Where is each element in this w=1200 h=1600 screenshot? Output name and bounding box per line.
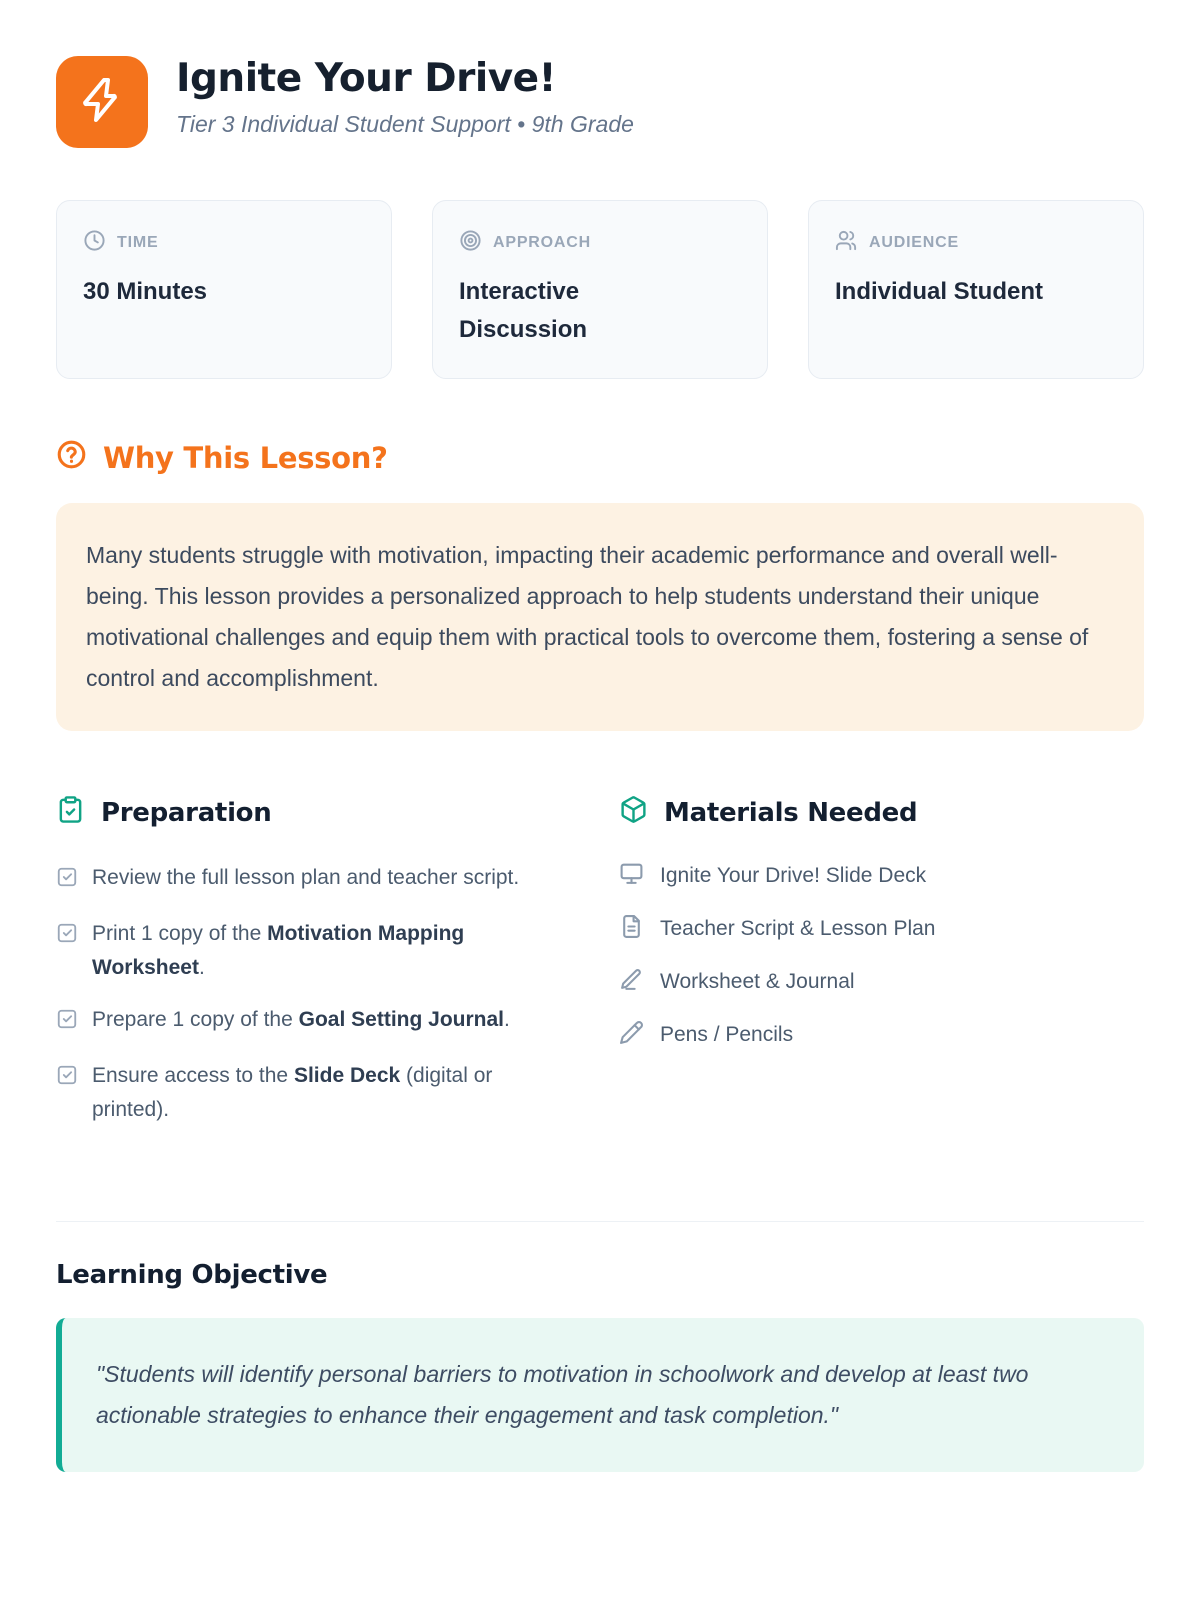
monitor-icon (619, 861, 644, 892)
materials-item-label: Pens / Pencils (660, 1023, 794, 1047)
materials-section (619, 795, 1144, 1145)
audience-card-label: AUDIENCE (869, 234, 959, 251)
materials-item-label: Ignite Your Drive! Slide Deck (660, 864, 927, 888)
prep-materials-columns (56, 795, 1144, 1145)
audience-card-value: Individual Student (835, 278, 1043, 305)
file-text-icon (619, 914, 644, 945)
preparation-heading (56, 795, 561, 831)
materials-item (619, 1020, 1144, 1051)
clipboard-check-icon (56, 795, 85, 831)
materials-item (619, 914, 1144, 945)
preparation-item: Prepare 1 copy of the Goal Setting Journal. (56, 1003, 561, 1041)
objective-section (56, 1260, 1144, 1472)
time-card-value: 30 Minutes (83, 278, 208, 305)
materials-heading-label: Materials Needed (664, 797, 918, 828)
preparation-item: Ensure access to the Slide Deck (digital or printed). (56, 1059, 561, 1127)
preparation-heading-label: Preparation (101, 797, 272, 828)
approach-card-value: Interactive Discussion (459, 278, 588, 344)
why-description-box (56, 503, 1144, 731)
why-section (56, 439, 1144, 731)
preparation-section (56, 795, 561, 1145)
checkbox-icon (56, 917, 78, 955)
clock-icon (83, 229, 106, 257)
pencil-icon (619, 1020, 644, 1051)
why-heading-label: Why This Lesson? (103, 440, 388, 475)
preparation-list (56, 861, 561, 1127)
materials-item-label: Teacher Script & Lesson Plan (660, 917, 936, 941)
audience-card (808, 200, 1144, 379)
time-card (56, 200, 392, 379)
target-icon (459, 229, 482, 257)
lightning-icon (78, 76, 126, 129)
header-text (176, 56, 634, 138)
page-title: Ignite Your Drive! (176, 56, 556, 101)
users-icon (835, 229, 858, 257)
preparation-item: Print 1 copy of the Motivation Mapping Worksheet. (56, 917, 561, 985)
time-card-label: TIME (117, 234, 159, 251)
materials-item-label: Worksheet & Journal (660, 970, 855, 994)
why-description-text: Many students struggle with motivation, impacting their academic performance and overall well-being. This lesson provides a personalized approach to help students understand their unique motivational challenges and equip them with practical tools to overcome them, fostering a sense of control and accomplishment. (86, 541, 1089, 691)
lesson-header (56, 56, 1144, 148)
approach-card (432, 200, 768, 379)
approach-card-label: APPROACH (493, 234, 591, 251)
lightning-badge (56, 56, 148, 148)
objective-heading: Learning Objective (56, 1259, 328, 1290)
page-subtitle: Tier 3 Individual Student Support • 9th Grade (176, 110, 634, 137)
info-cards-row (56, 200, 1144, 379)
materials-item (619, 967, 1144, 998)
help-circle-icon (56, 439, 87, 477)
pen-line-icon (619, 967, 644, 998)
materials-list (619, 861, 1144, 1051)
checkbox-icon (56, 1059, 78, 1097)
checkbox-icon (56, 1003, 78, 1041)
package-icon (619, 795, 648, 831)
why-heading (56, 439, 1144, 477)
section-divider (56, 1221, 1144, 1222)
materials-heading (619, 795, 1144, 831)
objective-quote-box (56, 1318, 1144, 1472)
checkbox-icon (56, 861, 78, 899)
preparation-item: Review the full lesson plan and teacher script. (56, 861, 561, 899)
objective-quote-text: "Students will identify personal barriers to motivation in schoolwork and develop at least two actionable strategies to enhance their engagement and task completion." (96, 1360, 1029, 1428)
materials-item (619, 861, 1144, 892)
